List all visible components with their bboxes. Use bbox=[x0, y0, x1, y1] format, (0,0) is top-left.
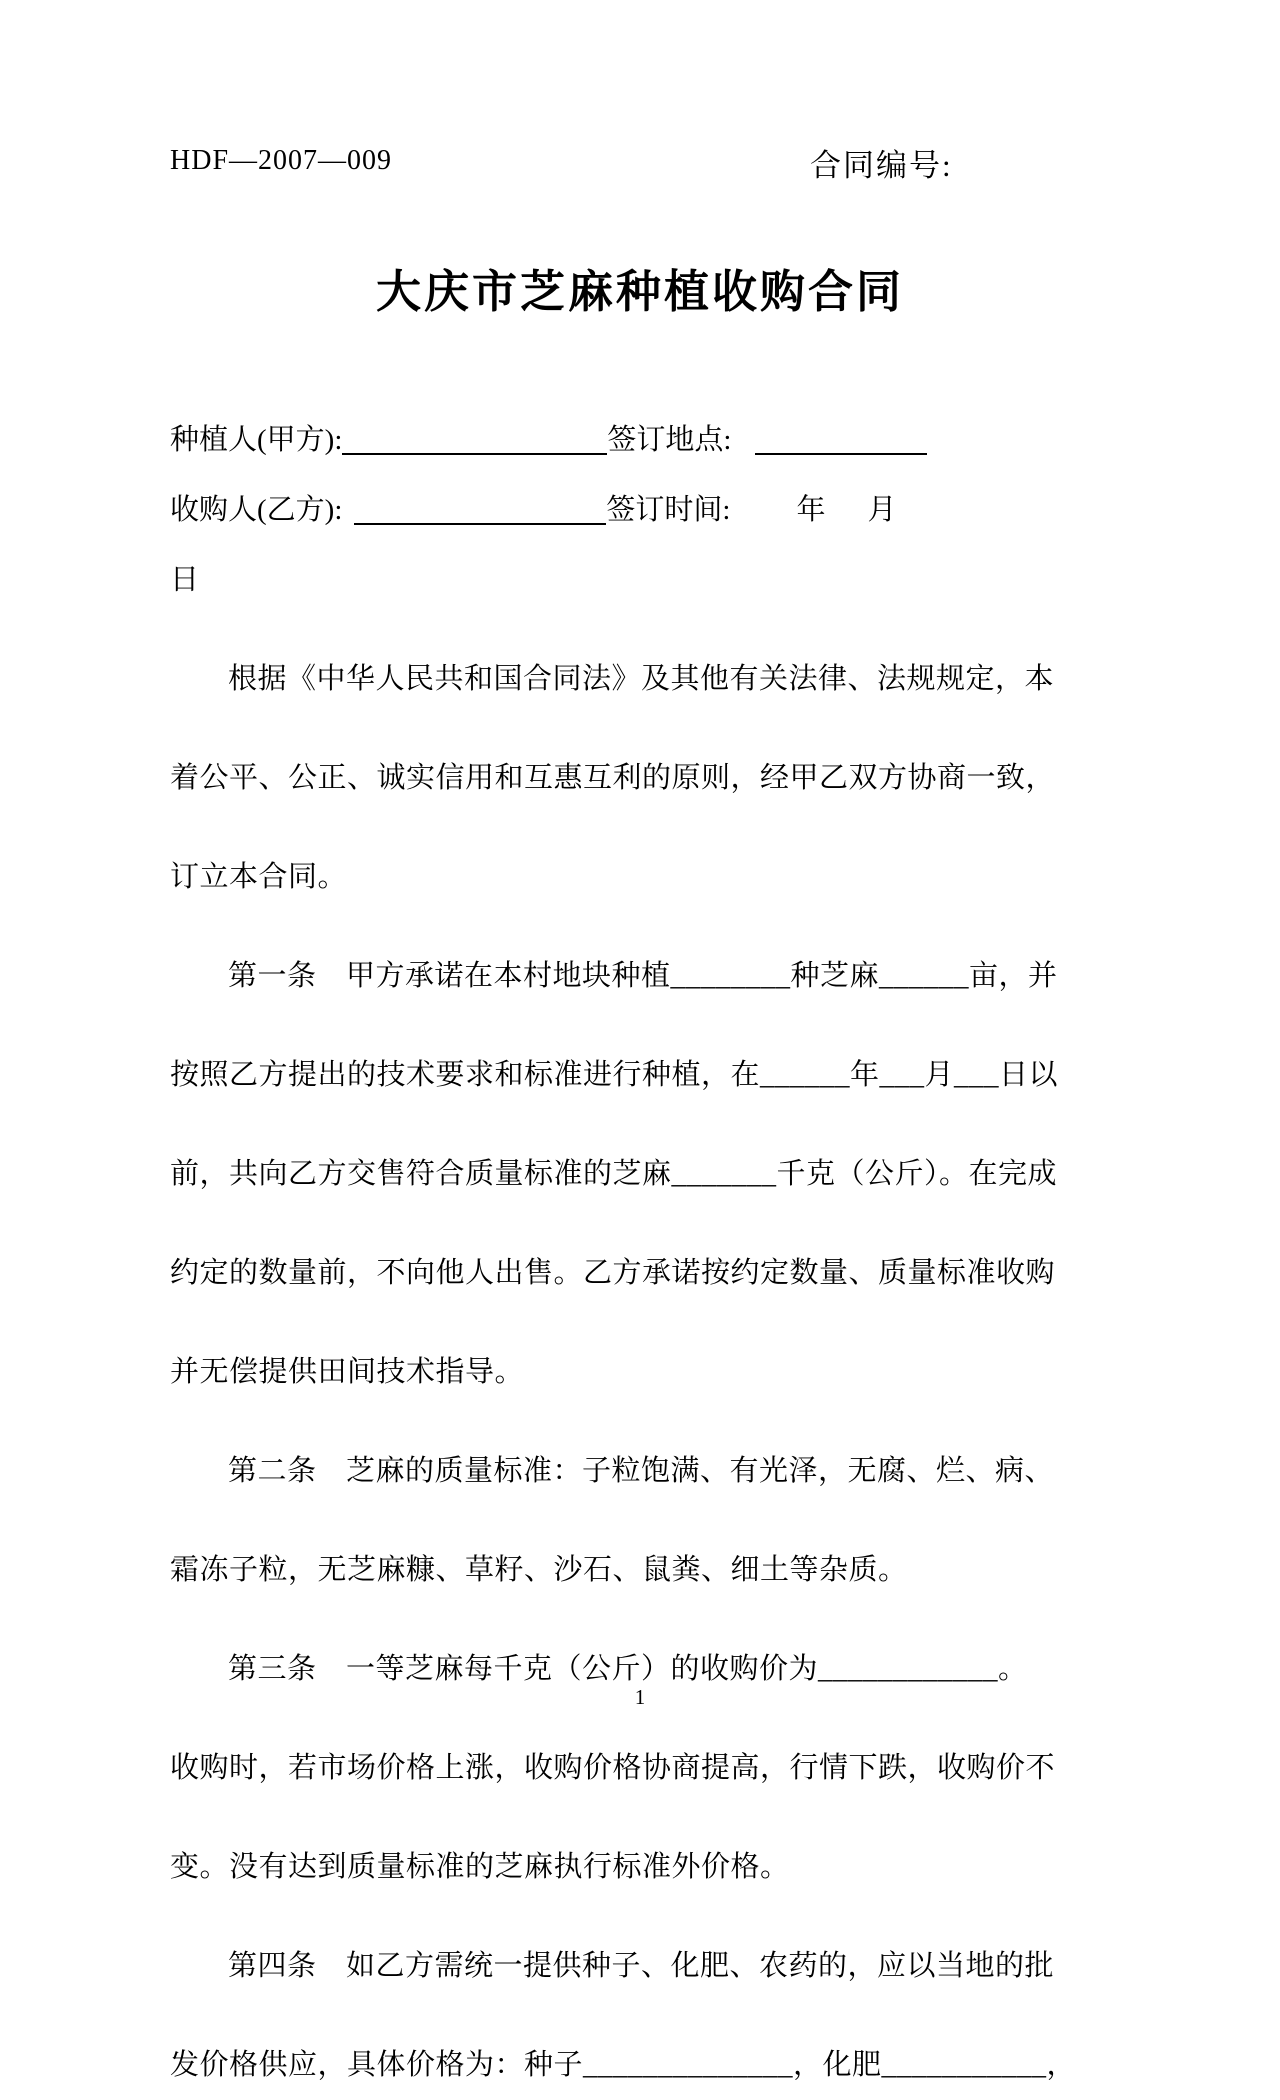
document-title: 大庆市芝麻种植收购合同 bbox=[375, 266, 904, 317]
planter-label: 种植人(甲方): bbox=[170, 424, 343, 456]
paragraph-line: 根据《中华人民共和国合同法》及其他有关法律、法规规定，本 bbox=[228, 663, 1055, 695]
sign-place-label: 签订地点: bbox=[607, 424, 732, 456]
page-number: 1 bbox=[634, 1685, 646, 1709]
paragraph-line: 收购时，若市场价格上涨，收购价格协商提高，行情下跌，收购价不 bbox=[170, 1752, 1056, 1784]
day-label: 日 bbox=[170, 564, 200, 596]
paragraph-line: 第三条 一等芝麻每千克（公斤）的收购价为____________。 bbox=[228, 1653, 1028, 1685]
doc-code: HDF—2007—009 bbox=[170, 145, 393, 176]
paragraph-line: 第四条 如乙方需统一提供种子、化肥、农药的，应以当地的批 bbox=[228, 1950, 1055, 1982]
paragraph-line: 变。没有达到质量标准的芝麻执行标准外价格。 bbox=[170, 1851, 790, 1883]
contract-paragraph-article-1 bbox=[170, 941, 1110, 1407]
buyer-name-blank bbox=[354, 493, 606, 525]
paragraph-line: 前，共向乙方交售符合质量标准的芝麻_______千克（公斤）。在完成 bbox=[170, 1158, 1058, 1190]
contract-paragraph-preamble bbox=[170, 644, 1110, 912]
paragraph-line: 第一条 甲方承诺在本村地块种植________种芝麻______亩，并 bbox=[228, 960, 1058, 992]
paragraph-line: 霜冻子粒，无芝麻糠、草籽、沙石、鼠粪、细土等杂质。 bbox=[170, 1554, 908, 1586]
paragraph-line: 着公平、公正、诚实信用和互惠互利的原则，经甲乙双方协商一致， bbox=[170, 762, 1056, 794]
contract-number-label: 合同编号: bbox=[810, 148, 953, 183]
contract-paragraph-article-4 bbox=[170, 1931, 1110, 2100]
buyer-label: 收购人(乙方): bbox=[170, 494, 343, 526]
paragraph-line: 发价格供应，具体价格为：种子______________，化肥___________， bbox=[170, 2049, 1077, 2081]
parties-section bbox=[170, 405, 1110, 615]
paragraph-line: 订立本合同。 bbox=[170, 861, 348, 893]
year-label: 年 bbox=[796, 494, 826, 526]
contract-paragraph-article-2 bbox=[170, 1436, 1110, 1605]
month-label: 月 bbox=[867, 494, 897, 526]
contract-paragraph-article-3 bbox=[170, 1634, 1110, 1902]
paragraph-line: 第二条 芝麻的质量标准：子粒饱满、有光泽，无腐、烂、病、 bbox=[228, 1455, 1055, 1487]
party-row-buyer bbox=[170, 475, 1110, 545]
party-row-day bbox=[170, 545, 1110, 615]
paragraph-line: 并无偿提供田间技术指导。 bbox=[170, 1356, 525, 1388]
planter-name-blank bbox=[342, 423, 607, 455]
sign-time-label: 签订时间: bbox=[606, 494, 731, 526]
sign-place-blank bbox=[755, 423, 927, 455]
header-row bbox=[170, 0, 1110, 185]
paragraph-line: 按照乙方提出的技术要求和标准进行种植，在______年___月___日以 bbox=[170, 1059, 1059, 1091]
party-row-planter bbox=[170, 405, 1110, 475]
paragraph-line: 约定的数量前，不向他人出售。乙方承诺按约定数量、质量标准收购 bbox=[170, 1257, 1056, 1289]
